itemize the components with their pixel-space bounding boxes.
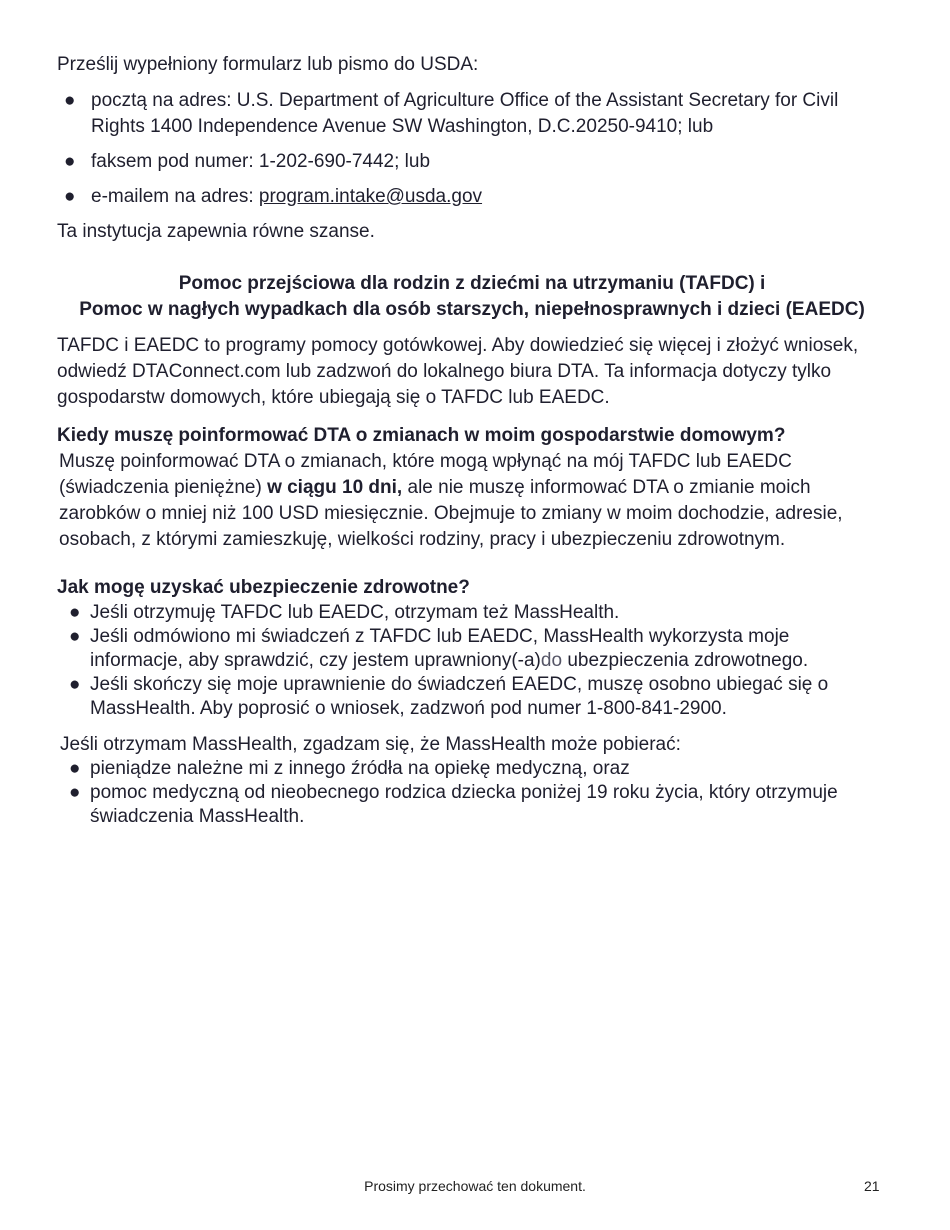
equal-opportunity-statement: Ta instytucja zapewnia równe szanse.: [57, 221, 375, 242]
changes-deadline: w ciągu 10 dni,: [267, 477, 403, 498]
heading-line-2: Pomoc w nagłych wypadkach dla osób starszych, niepełnosprawnych i dzieci (EAEDC): [79, 299, 865, 320]
changes-text-1: Muszę poinformować DTA o zmianach, które mogą wpłynąć na mój TAFDC lub EAEDC (świadczenia pieniężne): [59, 451, 792, 498]
health-item-text: Jeśli odmówiono mi świadczeń z TAFDC lub EAEDC, MassHealth wykorzysta moje informacje, aby sprawdzić, czy jestem uprawniony(-a): [90, 626, 790, 671]
bullet-icon: ●: [69, 602, 81, 623]
programs-paragraph: TAFDC i EAEDC to programy pomocy gotówkowej. Aby dowiedzieć się więcej i złożyć wniosek, odwiedź DTAConnect.com lub zadzwoń do lokalnego biura DTA. Ta informacja dotyczy tylko gospodarstw domowych, które ubiegają się o TAFDC lub EAEDC.: [57, 335, 859, 408]
list-item: [57, 601, 887, 625]
list-item: [57, 781, 887, 829]
document-page: [57, 52, 887, 829]
footer-note: Prosimy przechować ten dokument.: [364, 1178, 586, 1194]
email-link[interactable]: program.intake@usda.gov: [258, 186, 483, 207]
send-intro: Prześlij wypełniony formularz lub pismo do USDA:: [57, 54, 479, 75]
health-item-text-end: ubezpieczenia zdrowotnego.: [567, 650, 809, 671]
masshealth-item-text: pieniądze należne mi z innego źródła na opiekę medyczną, oraz: [90, 758, 630, 779]
health-item-text: Jeśli skończy się moje uprawnienie do świadczeń EAEDC, muszę osobno ubiegać się o MassHealth. Aby poprosić o wniosek, zadzwoń pod numer 1-800-841-2900.: [90, 674, 829, 719]
list-item: [57, 625, 887, 673]
list-item: [57, 757, 887, 781]
changes-heading: Kiedy muszę poinformować DTA o zmianach w moim gospodarstwie domowym?: [57, 425, 786, 446]
section-heading: [57, 271, 887, 323]
health-heading: Jak mogę uzyskać ubezpieczenie zdrowotne?: [57, 577, 470, 598]
list-item: [57, 673, 887, 721]
health-item-text: Jeśli otrzymuję TAFDC lub EAEDC, otrzymam też MassHealth.: [90, 602, 620, 623]
heading-line-1: Pomoc przejściowa dla rodzin z dziećmi na utrzymaniu (TAFDC) i: [178, 273, 766, 294]
health-list: [57, 601, 887, 721]
bullet-icon: ●: [69, 626, 81, 647]
list-item: [57, 149, 887, 175]
send-methods-list: [57, 88, 887, 210]
bullet-icon: ●: [69, 674, 81, 695]
masshealth-list: [57, 757, 887, 829]
bullet-icon: ●: [64, 151, 76, 172]
fax-text: faksem pod numer: 1-202-690-7442; lub: [91, 151, 431, 172]
mail-address-text: pocztą na adres: U.S. Department of Agriculture Office of the Assistant Secretary for Civil Rights 1400 Independence Avenue SW Washington, D.C.20250-9410; lub: [91, 90, 839, 137]
masshealth-intro: Jeśli otrzymam MassHealth, zgadzam się, że MassHealth może pobierać:: [60, 734, 681, 755]
bullet-icon: ●: [69, 758, 81, 779]
email-prefix: e-mailem na adres:: [91, 186, 259, 207]
changes-paragraph: [57, 449, 887, 553]
bullet-icon: ●: [64, 90, 76, 111]
page-number: 21: [864, 1178, 880, 1194]
list-item: [57, 184, 887, 210]
bullet-icon: ●: [64, 186, 76, 207]
bullet-icon: ●: [69, 782, 81, 803]
health-item-text-muted: do: [540, 650, 568, 671]
masshealth-item-text: pomoc medyczną od nieobecnego rodzica dziecka poniżej 19 roku życia, który otrzymuje świadczenia MassHealth.: [90, 782, 838, 827]
list-item: [57, 88, 887, 140]
changes-text-2: ale nie muszę informować DTA o zmianie moich zarobków o mniej niż 100 USD miesięcznie. Obejmuje to zmiany w moim dochodzie, adresie, osobach, z którymi zamieszkuję, wielkości rodziny, pracy i ubezpieczeniu zdrowotnym.: [59, 477, 843, 550]
